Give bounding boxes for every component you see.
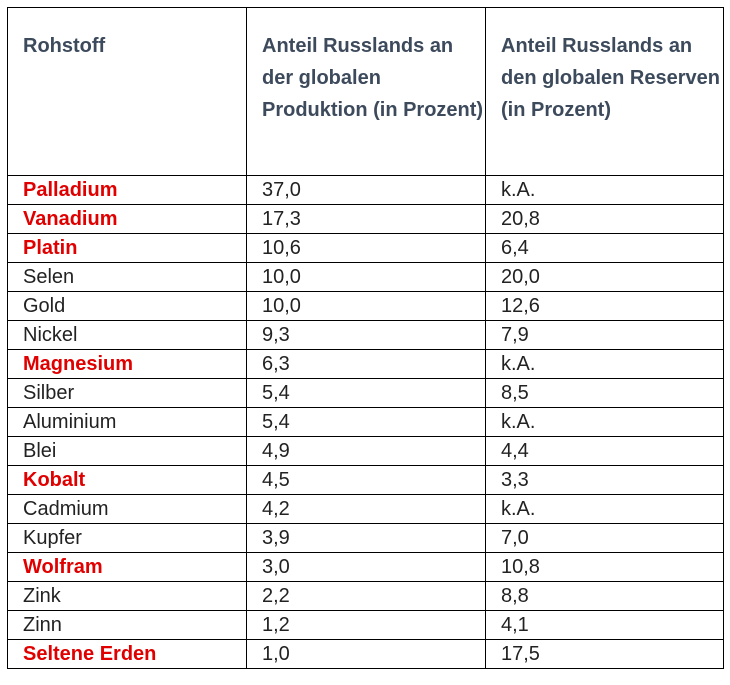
reserves-share-cell: k.A. <box>486 350 724 379</box>
raw-material-cell: Platin <box>8 234 247 263</box>
production-share-cell: 1,2 <box>247 611 486 640</box>
production-share-cell: 6,3 <box>247 350 486 379</box>
table-row <box>8 553 724 582</box>
production-share-cell: 3,0 <box>247 553 486 582</box>
table-row <box>8 205 724 234</box>
raw-material-cell: Magnesium <box>8 350 247 379</box>
raw-material-cell: Kobalt <box>8 466 247 495</box>
header-row <box>8 8 724 176</box>
table-body <box>8 176 724 669</box>
reserves-share-cell: 20,8 <box>486 205 724 234</box>
table-row <box>8 582 724 611</box>
reserves-share-cell: k.A. <box>486 176 724 205</box>
raw-material-cell: Wolfram <box>8 553 247 582</box>
table-row <box>8 321 724 350</box>
raw-material-cell: Kupfer <box>8 524 247 553</box>
raw-material-cell: Vanadium <box>8 205 247 234</box>
header-reserves-share: Anteil Russlands an den globalen Reserven (in Prozent) <box>486 8 724 176</box>
table-row <box>8 292 724 321</box>
production-share-cell: 10,0 <box>247 263 486 292</box>
table-row <box>8 611 724 640</box>
production-share-cell: 17,3 <box>247 205 486 234</box>
table-row <box>8 640 724 669</box>
header-production-share: Anteil Russlands an der globalen Produktion (in Prozent) <box>247 8 486 176</box>
table-header <box>8 8 724 176</box>
table-row <box>8 350 724 379</box>
table-row <box>8 437 724 466</box>
raw-material-cell: Palladium <box>8 176 247 205</box>
reserves-share-cell: 17,5 <box>486 640 724 669</box>
raw-material-cell: Zinn <box>8 611 247 640</box>
reserves-share-cell: 7,0 <box>486 524 724 553</box>
production-share-cell: 10,6 <box>247 234 486 263</box>
header-raw-material: Rohstoff <box>8 8 247 176</box>
production-share-cell: 4,2 <box>247 495 486 524</box>
production-share-cell: 4,9 <box>247 437 486 466</box>
table-row <box>8 379 724 408</box>
raw-material-cell: Gold <box>8 292 247 321</box>
production-share-cell: 5,4 <box>247 408 486 437</box>
production-share-cell: 4,5 <box>247 466 486 495</box>
raw-materials-table <box>7 7 724 669</box>
raw-material-cell: Silber <box>8 379 247 408</box>
production-share-cell: 3,9 <box>247 524 486 553</box>
reserves-share-cell: 8,5 <box>486 379 724 408</box>
raw-material-cell: Seltene Erden <box>8 640 247 669</box>
reserves-share-cell: 7,9 <box>486 321 724 350</box>
production-share-cell: 5,4 <box>247 379 486 408</box>
reserves-share-cell: k.A. <box>486 495 724 524</box>
table-row <box>8 408 724 437</box>
raw-material-cell: Selen <box>8 263 247 292</box>
production-share-cell: 2,2 <box>247 582 486 611</box>
production-share-cell: 9,3 <box>247 321 486 350</box>
raw-material-cell: Cadmium <box>8 495 247 524</box>
reserves-share-cell: 6,4 <box>486 234 724 263</box>
production-share-cell: 37,0 <box>247 176 486 205</box>
raw-material-cell: Nickel <box>8 321 247 350</box>
table-row <box>8 234 724 263</box>
reserves-share-cell: 8,8 <box>486 582 724 611</box>
table-row <box>8 263 724 292</box>
raw-material-cell: Zink <box>8 582 247 611</box>
reserves-share-cell: 4,1 <box>486 611 724 640</box>
reserves-share-cell: 10,8 <box>486 553 724 582</box>
table-row <box>8 495 724 524</box>
production-share-cell: 10,0 <box>247 292 486 321</box>
table-row <box>8 524 724 553</box>
reserves-share-cell: 20,0 <box>486 263 724 292</box>
table-row <box>8 176 724 205</box>
table-row <box>8 466 724 495</box>
reserves-share-cell: k.A. <box>486 408 724 437</box>
reserves-share-cell: 4,4 <box>486 437 724 466</box>
reserves-share-cell: 12,6 <box>486 292 724 321</box>
raw-material-cell: Aluminium <box>8 408 247 437</box>
raw-material-cell: Blei <box>8 437 247 466</box>
reserves-share-cell: 3,3 <box>486 466 724 495</box>
production-share-cell: 1,0 <box>247 640 486 669</box>
